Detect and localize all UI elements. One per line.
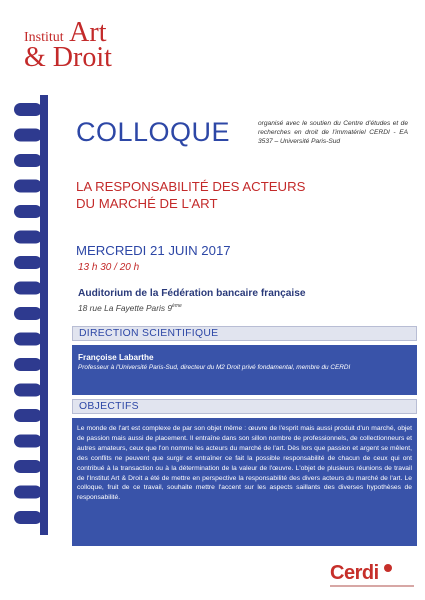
binder-spine-decoration [0, 95, 48, 535]
venue-address: 18 rue La Fayette Paris 9ème [78, 303, 182, 313]
binder-hole [14, 129, 42, 142]
binder-hole [14, 205, 42, 218]
director-role: Professeur à l'Université Paris-Sud, directeur du M2 Droit privé fondamental, membre du CERDI [78, 364, 351, 371]
logo-institut: Institut [24, 30, 64, 45]
objectifs-panel [72, 418, 417, 546]
binder-hole [14, 358, 42, 371]
binder-hole [14, 460, 42, 473]
binder-holes-graphic [0, 95, 48, 535]
binder-hole [14, 486, 42, 499]
address-suffix: ème [172, 303, 182, 310]
objectifs-text: Le monde de l'art est complexe de par son objet même : œuvre de l'esprit mais aussi produit d'un marché, objet de passion mais aussi de placement. Il entraîne dans son sillon nombre de professionnels, de collectionneurs et autres amateurs, ceux que l'on nomme les acteurs du marché de l'art. Dès lors que passion et argent se mêlent, des conflits ne peuvent que surgir et entraîner ce fait la possible responsabilité de chacun de ceux qui ont contribué à la transaction ou à la détermination de la valeur de l'œuvre. L'objet de plusieurs réunions de travail de l'Institut Art & Droit a été de mettre en perspective la responsabilité des divers acteurs du marché de l'art. Le colloque, fruit de ce travail, souhaite mettre l'accent sur les aspects saillants des diverses hypothèses de responsabilité. [77, 425, 412, 502]
cerdi-wordmark: Cerdi [330, 562, 379, 584]
cerdi-logo [330, 562, 414, 592]
cerdi-tagline-bar [330, 585, 414, 587]
binder-hole [14, 256, 42, 269]
event-title-line2: DU MARCHÉ DE L'ART [76, 196, 218, 211]
binder-hole [14, 154, 42, 167]
binder-hole [14, 282, 42, 295]
event-title-line1: LA RESPONSABILITÉ DES ACTEURS [76, 179, 306, 194]
direction-panel [72, 345, 417, 395]
venue-name: Auditorium de la Fédération bancaire française [78, 288, 306, 299]
direction-heading: DIRECTION SCIENTIFIQUE [72, 326, 417, 341]
binder-hole [14, 511, 42, 524]
binder-hole [14, 231, 42, 244]
event-date: MERCREDI 21 JUIN 2017 [76, 243, 231, 258]
binder-hole [14, 180, 42, 193]
objectifs-heading: OBJECTIFS [72, 399, 417, 414]
binder-hole [14, 333, 42, 346]
binder-hole [14, 384, 42, 397]
organisation-note: organisé avec le soutien du Centre d'études et de recherches en droit de l'immatériel CERDI - EA 3537 – Université Paris-Sud [258, 120, 408, 145]
binder-hole [14, 307, 42, 320]
logo-line2: & Droit [24, 42, 112, 73]
logo-art: Art [69, 17, 107, 48]
event-title [76, 178, 305, 212]
institut-art-droit-logo [24, 17, 112, 73]
director-name: Françoise Labarthe [78, 353, 154, 362]
event-hours: 13 h 30 / 20 h [78, 262, 140, 273]
binder-hole [14, 435, 42, 448]
cerdi-mark-icon [383, 563, 393, 573]
binder-hole [14, 409, 42, 422]
binder-hole [14, 103, 42, 116]
colloque-heading: COLLOQUE [76, 117, 231, 147]
